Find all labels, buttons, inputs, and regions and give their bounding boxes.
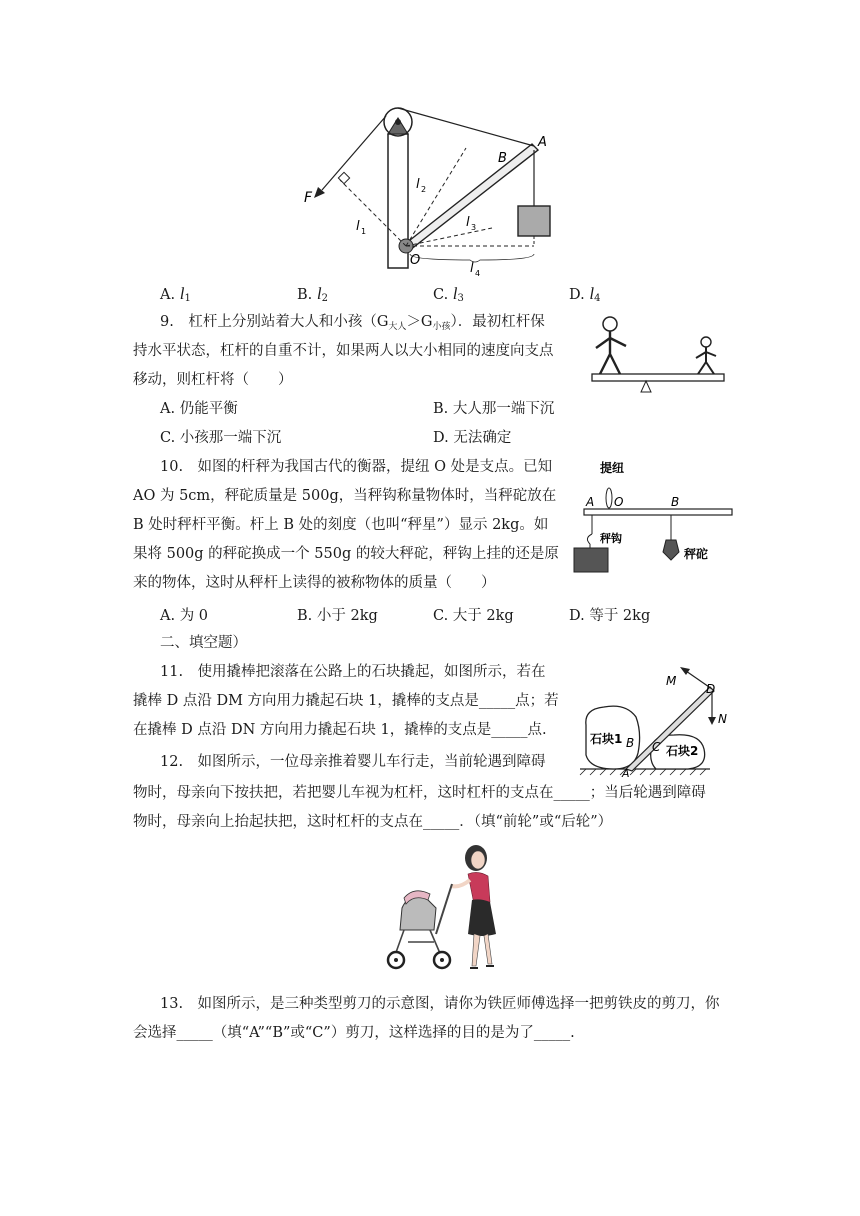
q8-option-a[interactable]: A. $l_1$	[160, 284, 191, 304]
label-l4: l	[470, 261, 474, 276]
seesaw-figure	[588, 310, 730, 400]
fig11-label-D: D	[706, 682, 716, 696]
q9-stem-line2: 持水平状态，杠杆的自重不计，如果两人以大小相同的速度向支点	[133, 343, 554, 359]
label-l2: l	[416, 177, 420, 192]
steelyard-figure	[570, 456, 740, 578]
q9-stem-line1: 9. 杠杆上分别站着大人和小孩$(G_{大人}>G_{小孩})$．最初杠杆保	[160, 314, 545, 332]
q10-option-a[interactable]: A. 为 0	[160, 608, 209, 624]
q13-stem-line1: 13. 如图所示，是三种类型剪刀的示意图，请你为铁匠师傅选择一把剪铁皮的剪刀，你	[160, 996, 720, 1012]
fig11-stone1-label: 石块1	[590, 732, 623, 746]
fig10-weight-label: 秤砣	[684, 547, 709, 561]
fig10-hook-label: 秤钩	[600, 532, 622, 545]
fig11-label-C: C	[652, 740, 661, 754]
label-O: O	[410, 253, 421, 268]
label-l1-sub: 1	[361, 227, 367, 236]
q10-option-d[interactable]: D. 等于 2kg	[569, 608, 651, 624]
q10-stem-line3: B 处时秤杆平衡。杆上 B 处的刻度（也叫“秤星”）显示 2kg。如	[133, 517, 549, 533]
label-l3: l	[466, 215, 470, 230]
q11-stem-line1: 11. 使用撬棒把滚落在公路上的石块撬起，如图所示，若在	[160, 664, 546, 680]
q13-stem-line2: 会选择_____（填“A”“B”或“C”）剪刀，这样选择的目的是为了_____.	[133, 1025, 575, 1041]
q9-option-b[interactable]: B. 大人那一端下沉	[433, 401, 555, 417]
label-A: A	[538, 135, 547, 150]
section-fill-in-title: 二、填空题）	[160, 635, 247, 651]
fig11-label-N: N	[718, 712, 727, 726]
q8-option-d[interactable]: D. $l_4$	[569, 284, 601, 304]
lever-pulley-figure	[300, 98, 560, 276]
fig11-stone2-label: 石块2	[666, 744, 699, 758]
label-F: F	[304, 190, 313, 206]
q11-stem-line2: 撬棒 D 点沿 DM 方向用力撬起石块 1，撬棒的支点是_____点；若	[133, 693, 559, 709]
q10-stem-line5: 来的物体，这时从秤杆上读得的被称物体的质量（ ）	[133, 575, 496, 591]
q12-stem-line1: 12. 如图所示，一位母亲推着婴儿车行走，当前轮遇到障碍	[160, 754, 546, 770]
q9-option-a[interactable]: A. 仍能平衡	[160, 401, 238, 417]
q9-stem-line3: 移动，则杠杆将（ ）	[133, 372, 293, 388]
q9-option-c[interactable]: C. 小孩那一端下沉	[160, 430, 282, 446]
q8-option-b[interactable]: B. $l_2$	[297, 284, 328, 304]
fig10-label-B: B	[671, 495, 680, 509]
label-l3-sub: 3	[471, 223, 477, 232]
q10-option-b[interactable]: B. 小于 2kg	[297, 608, 378, 624]
label-l2-sub: 2	[421, 185, 427, 194]
q9-option-d[interactable]: D. 无法确定	[433, 430, 512, 446]
fig10-label-O: O	[614, 495, 624, 509]
label-l1: l	[356, 219, 360, 234]
mother-stroller-figure	[384, 838, 508, 976]
q8-option-c[interactable]: C. $l_3$	[433, 284, 464, 304]
q11-stem-line3: 在撬棒 D 点沿 DN 方向用力撬起石块 1，撬棒的支点是_____点.	[133, 722, 547, 738]
fig11-label-A: A	[622, 767, 630, 777]
q12-stem-line2: 物时，母亲向下按扶把，若把婴儿车视为杠杆，这时杠杆的支点在_____；当后轮遇到障碍	[133, 785, 706, 801]
fig11-label-M: M	[666, 674, 677, 688]
q10-stem-line1: 10. 如图的杆秤为我国古代的衡器，提纽 O 处是支点。已知	[160, 459, 553, 475]
q12-stem-line3: 物时，母亲向上抬起扶把，这时杠杆的支点在_____．（填“前轮”或“后轮”）	[133, 814, 613, 830]
label-B: B	[498, 151, 507, 166]
label-l4-sub: 4	[475, 269, 481, 276]
fig11-label-B: B	[626, 736, 635, 750]
q10-stem-line4: 果将 500g 的秤砣换成一个 550g 的较大秤砣，秤钩上挂的还是原	[133, 546, 559, 562]
q10-option-c[interactable]: C. 大于 2kg	[433, 608, 514, 624]
fig10-label-A: A	[586, 495, 595, 509]
q10-stem-line2: AO 为 5cm，秤砣质量是 500g，当秤钩称量物体时，当秤砣放在	[133, 488, 557, 504]
crowbar-figure	[576, 665, 736, 777]
fig10-tiniu-label: 提纽	[600, 461, 625, 475]
